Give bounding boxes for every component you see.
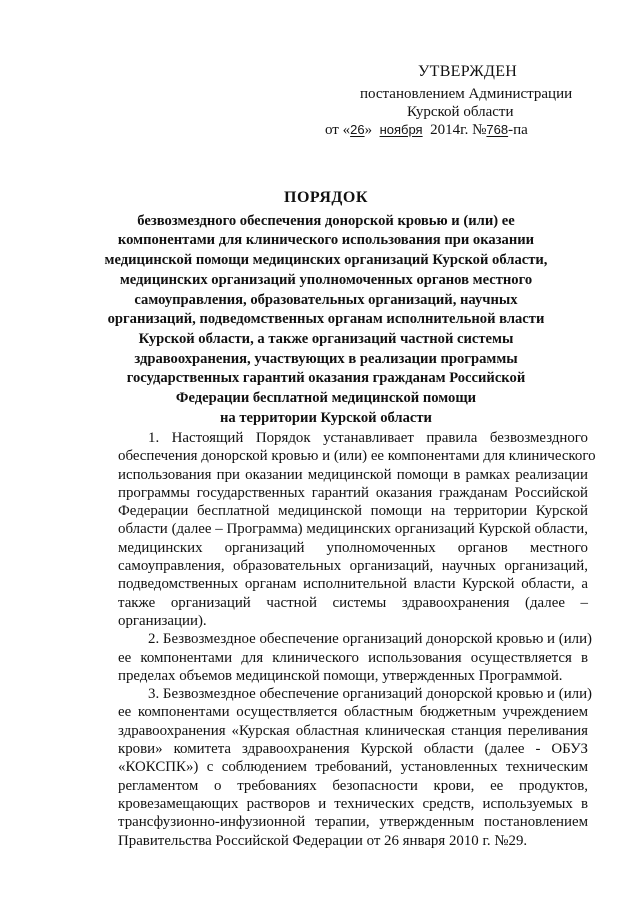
paragraph-line: программы государственных гарантий оказания гражданам Российской	[118, 484, 588, 501]
heading-line: государственных гарантий оказания гражданам Российской	[126, 370, 526, 387]
date-year: 2014г. №	[430, 122, 487, 138]
paragraph-2	[88, 630, 593, 685]
paragraph-line: самоуправления, образовательных организаций, научных организаций,	[118, 558, 588, 575]
paragraph-line: организации).	[118, 612, 207, 629]
heading-line: здравоохранения, участвующих в реализации программы	[134, 350, 518, 367]
decree-suffix: -па	[508, 122, 528, 138]
heading-line: Федерации бесплатной медицинской помощи	[175, 390, 477, 407]
date-prefix: от «	[325, 122, 351, 138]
approval-date-line	[325, 121, 528, 139]
paragraph-line: кровезамещающих растворов и технических средств, используемых в	[118, 795, 588, 812]
paragraph-line: обеспечения донорской кровью и (или) ее компонентами для клинического	[118, 448, 596, 465]
paragraph-line: здравоохранения «Курская областная клиническая станция переливания	[118, 722, 588, 739]
document-title: ПОРЯДОК	[284, 189, 368, 206]
paragraph-line: медицинских организаций уполномоченных органов местного	[118, 539, 588, 556]
heading-line: медицинской помощи медицинских организаций Курской области,	[104, 252, 548, 269]
paragraph-line: 1. Настоящий Порядок устанавливает правила безвозмездного	[148, 430, 588, 446]
heading-line: самоуправления, образовательных организаций, научных	[134, 291, 518, 308]
paragraph-line: «КОКСПК») с соблюдением требований, установленных техническим	[118, 759, 588, 776]
heading-line: Курской области, а также организаций частной системы	[138, 330, 514, 347]
document-heading	[96, 188, 556, 428]
paragraph-line: Правительства Российской Федерации от 26 января 2010 г. №29.	[118, 832, 528, 849]
document-body	[88, 429, 596, 850]
paragraph-3	[88, 685, 593, 850]
paragraph-line: ее компонентами осуществляется областным бюджетным учреждением	[118, 704, 588, 721]
approval-issuer: постановлением Администрации	[360, 86, 573, 102]
paragraph-line: регламентом о требованиях безопасности крови, ее продуктов,	[118, 777, 588, 794]
heading-line: на территории Курской области	[220, 409, 432, 426]
approval-region: Курской области	[407, 104, 514, 120]
paragraph-line: пределах объемов медицинской помощи, утвержденных Программой.	[118, 667, 563, 684]
paragraph-line: трансфузионно-инфузионной терапии, утвержденным постановлением	[118, 814, 588, 831]
paragraph-line: ее компонентами для клинического использования осуществляется в	[118, 649, 588, 666]
paragraph-line: использования при оказании медицинской помощи в рамках реализации	[118, 466, 588, 483]
paragraph-line: области (далее – Программа) медицинских организаций Курской области,	[118, 521, 588, 538]
paragraph-line: Федерации бесплатной медицинской помощи на территории Курской	[118, 503, 588, 520]
paragraph-line: 3. Безвозмездное обеспечение организаций донорской кровью и (или)	[148, 686, 593, 703]
date-month: ноября	[379, 122, 423, 137]
paragraph-line: также организаций частной системы здравоохранения (далее –	[118, 594, 588, 611]
heading-line: безвозмездного обеспечения донорской кровью и (или) ее	[137, 212, 515, 229]
heading-line: компонентами для клинического использования при оказании	[117, 232, 535, 249]
paragraph-line: подведомственных органам исполнительной власти Курской области, а	[118, 576, 588, 593]
heading-line: медицинских организаций уполномоченных органов местного	[119, 271, 533, 288]
paragraph-line: 2. Безвозмездное обеспечение организаций донорской кровью и (или)	[148, 631, 593, 648]
date-mid: »	[364, 122, 373, 138]
decree-number: 768	[486, 122, 509, 137]
approval-title: УТВЕРЖДЕН	[418, 63, 518, 80]
heading-line: организаций, подведомственных органам исполнительной власти	[107, 311, 545, 328]
paragraph-1	[88, 429, 596, 630]
paragraph-line: крови» комитета здравоохранения Курской области (далее - ОБУЗ	[118, 741, 588, 758]
date-day: 26	[350, 122, 365, 137]
